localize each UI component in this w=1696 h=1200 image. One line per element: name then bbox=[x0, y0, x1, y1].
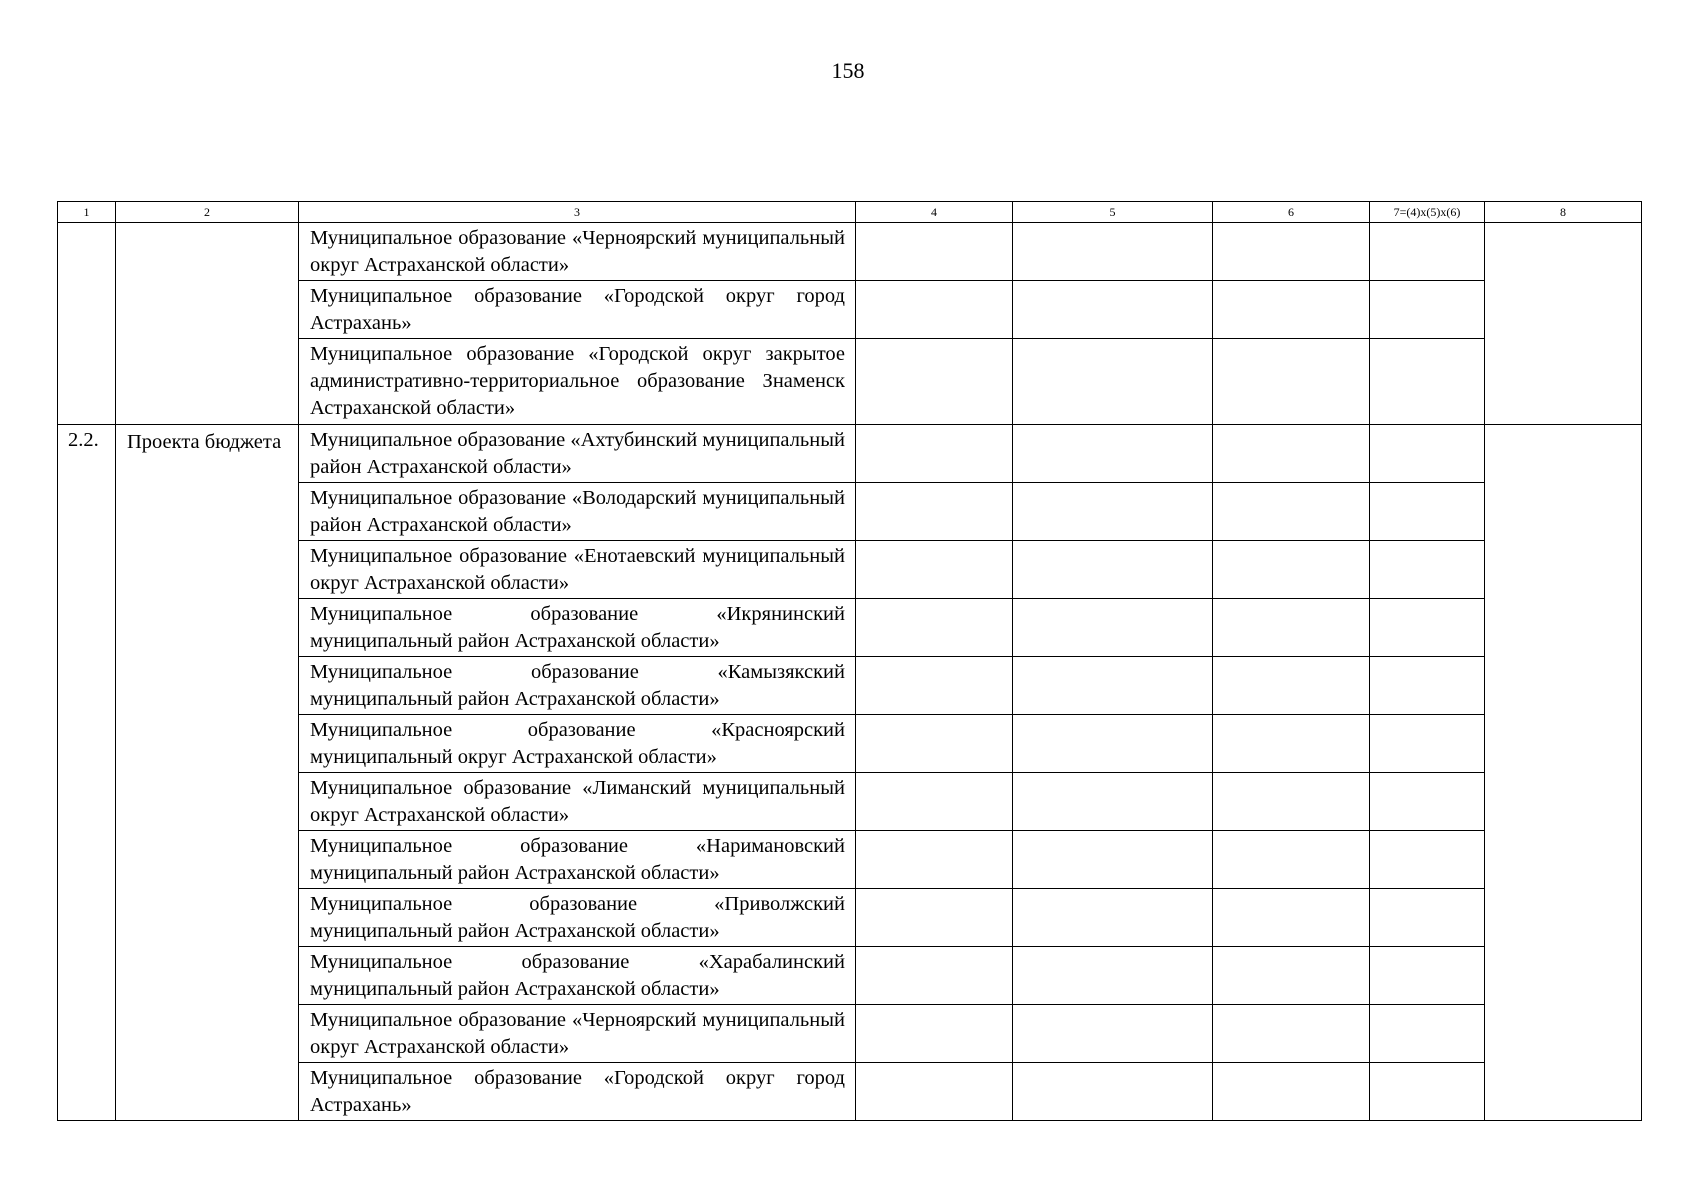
value-cell-8 bbox=[1485, 223, 1642, 425]
header-col-1: 1 bbox=[58, 202, 116, 223]
value-cell-7 bbox=[1370, 831, 1485, 889]
value-cell-5 bbox=[1013, 223, 1213, 281]
value-cell-4 bbox=[856, 831, 1013, 889]
value-cell-7 bbox=[1370, 541, 1485, 599]
value-cell-4 bbox=[856, 223, 1013, 281]
header-col-5: 5 bbox=[1013, 202, 1213, 223]
municipality-cell: Муниципальное образование «Городской округ город Астрахань» bbox=[299, 1063, 856, 1121]
municipality-cell: Муниципальное образование «Наримановский муниципальный район Астраханской области» bbox=[299, 831, 856, 889]
value-cell-5 bbox=[1013, 715, 1213, 773]
header-col-8: 8 bbox=[1485, 202, 1642, 223]
row-number-cell: 2.2. bbox=[58, 425, 116, 1121]
value-cell-4 bbox=[856, 281, 1013, 339]
value-cell-7 bbox=[1370, 889, 1485, 947]
municipality-cell: Муниципальное образование «Черноярский муниципальный округ Астраханской области» bbox=[299, 223, 856, 281]
value-cell-6 bbox=[1213, 281, 1370, 339]
municipality-cell: Муниципальное образование «Городской округ закрытое административно-территориальное образование Знаменск Астраханской области» bbox=[299, 339, 856, 425]
value-cell-7 bbox=[1370, 1063, 1485, 1121]
value-cell-7 bbox=[1370, 223, 1485, 281]
value-cell-5 bbox=[1013, 1005, 1213, 1063]
value-cell-7 bbox=[1370, 483, 1485, 541]
value-cell-5 bbox=[1013, 541, 1213, 599]
value-cell-4 bbox=[856, 483, 1013, 541]
value-cell-6 bbox=[1213, 773, 1370, 831]
row-name-cell bbox=[116, 223, 299, 425]
value-cell-4 bbox=[856, 947, 1013, 1005]
header-col-3: 3 bbox=[299, 202, 856, 223]
value-cell-7 bbox=[1370, 773, 1485, 831]
value-cell-5 bbox=[1013, 657, 1213, 715]
table-body bbox=[58, 223, 1642, 1121]
value-cell-6 bbox=[1213, 599, 1370, 657]
value-cell-6 bbox=[1213, 715, 1370, 773]
value-cell-5 bbox=[1013, 281, 1213, 339]
value-cell-4 bbox=[856, 599, 1013, 657]
municipality-cell: Муниципальное образование «Володарский муниципальный район Астраханской области» bbox=[299, 483, 856, 541]
value-cell-6 bbox=[1213, 425, 1370, 483]
municipality-cell: Муниципальное образование «Ахтубинский муниципальный район Астраханской области» bbox=[299, 425, 856, 483]
table-row bbox=[58, 425, 1642, 483]
value-cell-5 bbox=[1013, 947, 1213, 1005]
municipality-cell: Муниципальное образование «Красноярский муниципальный округ Астраханской области» bbox=[299, 715, 856, 773]
value-cell-5 bbox=[1013, 831, 1213, 889]
value-cell-7 bbox=[1370, 1005, 1485, 1063]
value-cell-6 bbox=[1213, 1063, 1370, 1121]
row-name-cell: Проекта бюджета bbox=[116, 425, 299, 1121]
municipality-cell: Муниципальное образование «Камызякский муниципальный район Астраханской области» bbox=[299, 657, 856, 715]
value-cell-4 bbox=[856, 773, 1013, 831]
budget-table bbox=[57, 201, 1642, 1121]
value-cell-8 bbox=[1485, 425, 1642, 1121]
value-cell-5 bbox=[1013, 425, 1213, 483]
municipality-cell: Муниципальное образование «Енотаевский муниципальный округ Астраханской области» bbox=[299, 541, 856, 599]
value-cell-6 bbox=[1213, 483, 1370, 541]
municipality-cell: Муниципальное образование «Харабалинский муниципальный район Астраханской области» bbox=[299, 947, 856, 1005]
value-cell-7 bbox=[1370, 657, 1485, 715]
value-cell-7 bbox=[1370, 599, 1485, 657]
value-cell-6 bbox=[1213, 831, 1370, 889]
value-cell-4 bbox=[856, 657, 1013, 715]
value-cell-7 bbox=[1370, 715, 1485, 773]
value-cell-4 bbox=[856, 1005, 1013, 1063]
value-cell-5 bbox=[1013, 599, 1213, 657]
municipality-cell: Муниципальное образование «Лиманский муниципальный округ Астраханской области» bbox=[299, 773, 856, 831]
value-cell-7 bbox=[1370, 425, 1485, 483]
header-col-7: 7=(4)x(5)x(6) bbox=[1370, 202, 1485, 223]
value-cell-6 bbox=[1213, 889, 1370, 947]
value-cell-6 bbox=[1213, 1005, 1370, 1063]
value-cell-4 bbox=[856, 889, 1013, 947]
header-col-2: 2 bbox=[116, 202, 299, 223]
header-col-6: 6 bbox=[1213, 202, 1370, 223]
value-cell-4 bbox=[856, 425, 1013, 483]
table-header bbox=[58, 202, 1642, 223]
value-cell-7 bbox=[1370, 281, 1485, 339]
value-cell-5 bbox=[1013, 339, 1213, 425]
municipality-cell: Муниципальное образование «Приволжский муниципальный район Астраханской области» bbox=[299, 889, 856, 947]
value-cell-4 bbox=[856, 339, 1013, 425]
header-col-4: 4 bbox=[856, 202, 1013, 223]
value-cell-5 bbox=[1013, 483, 1213, 541]
value-cell-7 bbox=[1370, 339, 1485, 425]
municipality-cell: Муниципальное образование «Городской округ город Астрахань» bbox=[299, 281, 856, 339]
value-cell-5 bbox=[1013, 1063, 1213, 1121]
value-cell-5 bbox=[1013, 773, 1213, 831]
value-cell-6 bbox=[1213, 657, 1370, 715]
municipality-cell: Муниципальное образование «Икрянинский муниципальный район Астраханской области» bbox=[299, 599, 856, 657]
municipality-cell: Муниципальное образование «Черноярский муниципальный округ Астраханской области» bbox=[299, 1005, 856, 1063]
value-cell-6 bbox=[1213, 947, 1370, 1005]
value-cell-6 bbox=[1213, 339, 1370, 425]
table-row bbox=[58, 223, 1642, 281]
value-cell-6 bbox=[1213, 541, 1370, 599]
header-row bbox=[58, 202, 1642, 223]
value-cell-4 bbox=[856, 715, 1013, 773]
value-cell-5 bbox=[1013, 889, 1213, 947]
value-cell-7 bbox=[1370, 947, 1485, 1005]
value-cell-4 bbox=[856, 541, 1013, 599]
value-cell-4 bbox=[856, 1063, 1013, 1121]
page-number: 158 bbox=[831, 58, 865, 83]
value-cell-6 bbox=[1213, 223, 1370, 281]
row-number-cell bbox=[58, 223, 116, 425]
